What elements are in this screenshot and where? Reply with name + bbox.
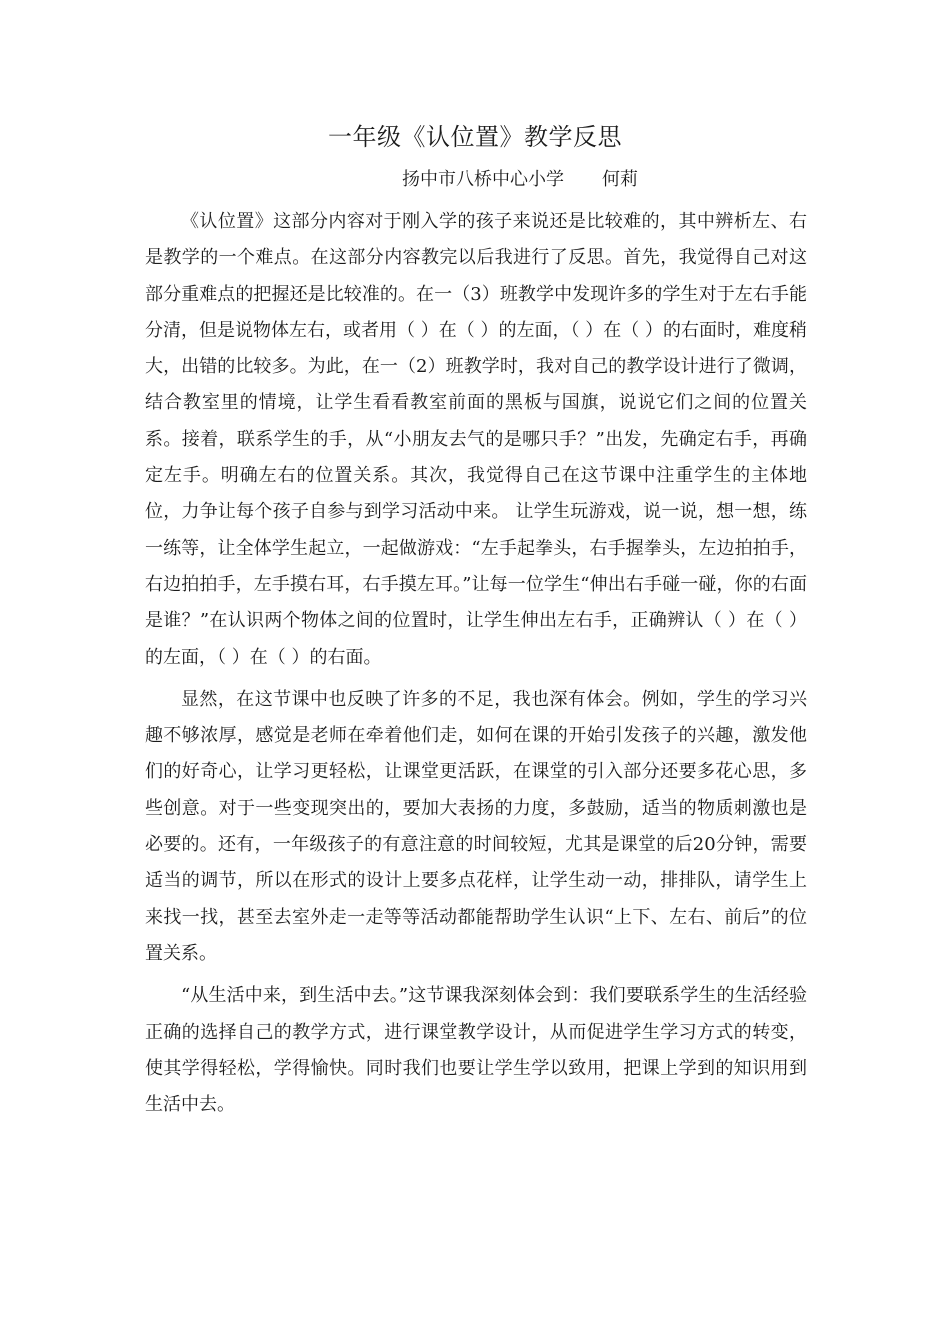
document-body [145,204,807,1123]
author-name: 何莉 [602,169,638,190]
byline [402,167,638,193]
author-school: 扬中市八桥中心小学 [402,169,564,190]
paragraph-3: “从生活中来，到生活中去。”这节课我深刻体会到：我们要联系学生的生活经验正确的选择自己的教学方式，进行课堂教学设计，从而促进学生学习方式的转变，使其学得轻松，学得愉快。同时我们也要让学生学以致用，把课上学到的知识用到生活中去。 [145,985,807,1116]
paragraph-1: 《认位置》这部分内容对于刚入学的孩子来说还是比较难的，其中辨析左、右是教学的一个难点。在这部分内容教完以后我进行了反思。首先，我觉得自己对这部分重难点的把握还是比较准的。在一（3）班教学中发现许多的学生对于左右手能分清，但是说物体左右，或者用（ ）在（ ）的左面，（ ）在（ ）的右面时，难度稍大，出错的比较多。为此，在一（2）班教学时，我对自己的教学设计进行了微调，结合教室里的情境，让学生看看教室前面的黑板与国旗，说说它们之间的位置关系。接着，联系学生的手，从“小朋友去气的是哪只手？”出发，先确定右手，再确定左手。明确左右的位置关系。其次，我觉得自己在这节课中注重学生的主体地位，力争让每个孩子自参与到学习活动中来。 让学生玩游戏，说一说，想一想，练一练等，让全体学生起立，一起做游戏：“左手起拳头，右手握拳头，左边拍拍手，右边拍拍手，左手摸右耳，右手摸左耳。”让每一位学生“伸出右手碰一碰，你的右面是谁？”在认识两个物体之间的位置时，让学生伸出左右手，正确辨认（ ）在（ ）的左面，（ ）在（ ）的右面。 [145,211,807,668]
paragraph-2: 显然，在这节课中也反映了许多的不足，我也深有体会。例如，学生的学习兴趣不够浓厚，感觉是老师在牵着他们走，如何在课的开始引发孩子的兴趣，激发他们的好奇心，让学习更轻松，让课堂更活跃，在课堂的引入部分还要多花心思，多些创意。对于一些变现突出的，要加大表扬的力度，多鼓励，适当的物质刺激也是必要的。还有，一年级孩子的有意注意的时间较短，尤其是课堂的后20分钟，需要适当的调节，所以在形式的设计上要多点花样，让学生动一动，排排队，请学生上来找一找，甚至去室外走一走等等活动都能帮助学生认识“上下、左右、前后”的位置关系。 [145,688,807,964]
document-title: 一年级《认位置》教学反思 [328,123,622,151]
